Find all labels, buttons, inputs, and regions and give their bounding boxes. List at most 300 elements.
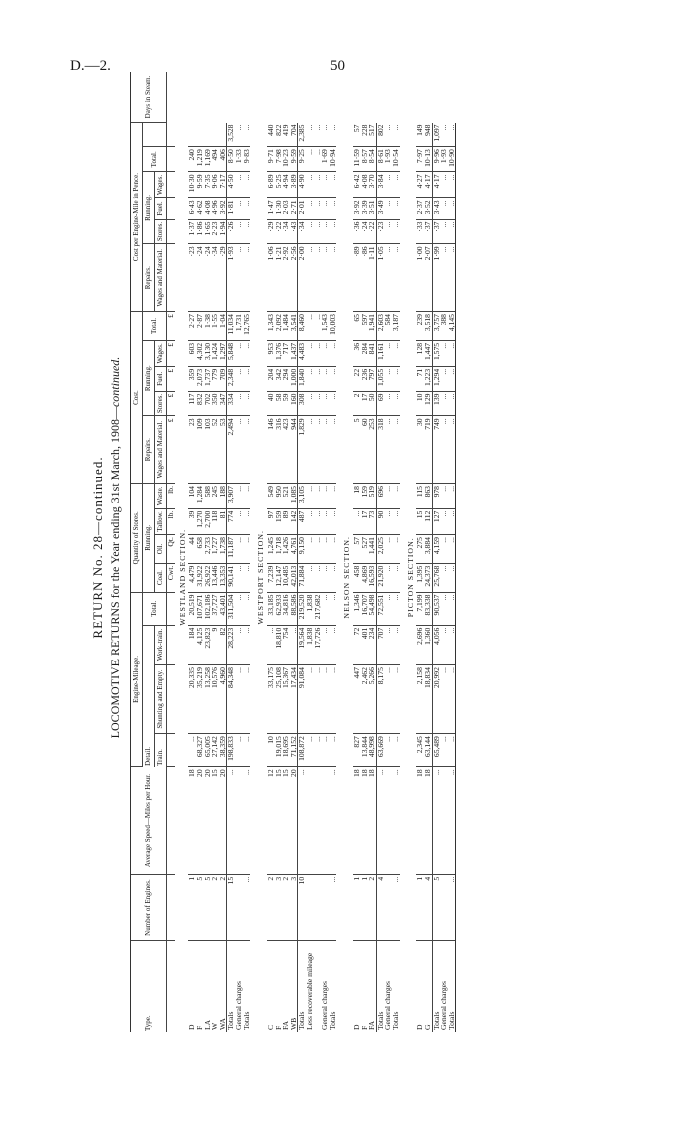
cell: 10·90 xyxy=(448,147,456,172)
cell: 4,479 xyxy=(188,563,196,592)
cell: 1·21 xyxy=(275,244,283,312)
cell: 146 xyxy=(267,416,275,484)
cell: 16,707 xyxy=(361,592,369,625)
locomotive-returns-table xyxy=(130,72,459,1032)
cell: 8·61 xyxy=(376,147,384,172)
cell: 1·99 xyxy=(432,244,440,312)
cell: ... xyxy=(235,665,243,734)
cell: 20,335 xyxy=(188,665,196,734)
unit-cell xyxy=(167,941,175,1032)
cell: ... xyxy=(235,734,243,767)
cell: 1,161 xyxy=(376,340,384,366)
cell: 5 xyxy=(196,874,204,941)
cell: 21,920 xyxy=(376,563,384,592)
cell: 832 xyxy=(196,391,204,416)
cell: 549 xyxy=(267,484,275,509)
cell: ... xyxy=(243,244,251,312)
cell: ... xyxy=(440,391,448,416)
cell: ·22 xyxy=(368,219,376,244)
cell: 5,848 xyxy=(227,340,235,366)
cell: 72,551 xyxy=(376,592,384,625)
cell: 12,765 xyxy=(243,312,251,341)
cell: ... xyxy=(448,391,456,416)
cell: 3·49 xyxy=(376,198,384,219)
cell: ... xyxy=(440,625,448,664)
cell: 236 xyxy=(361,366,369,391)
header-cost-repairs: Repairs. xyxy=(143,416,155,484)
table-row xyxy=(353,72,361,1032)
cell: ... xyxy=(314,244,322,312)
cell: 4·08 xyxy=(204,198,212,219)
cell: ·89 xyxy=(353,244,361,312)
cell: 597 xyxy=(361,312,369,341)
cell: 2,158 xyxy=(416,665,424,734)
cell: 696 xyxy=(376,484,384,509)
cell: 4,960 xyxy=(219,665,227,734)
cell: 658 xyxy=(196,535,204,564)
cell: 204 xyxy=(267,366,275,391)
cell: 4·62 xyxy=(196,198,204,219)
cell: 584 xyxy=(384,312,392,341)
cell: 3,518 xyxy=(424,312,432,341)
cell: ·26 xyxy=(227,219,235,244)
cell: 2·37 xyxy=(416,198,424,219)
cell: 83,338 xyxy=(424,592,432,625)
cell: ... xyxy=(392,416,400,484)
cell: 65 xyxy=(353,312,361,341)
cell: 12 xyxy=(267,767,275,874)
cell: ... xyxy=(321,416,329,484)
cell: 10·13 xyxy=(424,147,432,172)
cell: 4,302 xyxy=(196,340,204,366)
cell xyxy=(204,123,212,147)
row-label: D xyxy=(415,1024,425,1030)
unit-cell: lb. xyxy=(167,508,175,534)
cell: 97 xyxy=(267,508,275,534)
row-label: Totals xyxy=(241,1011,251,1030)
spacer xyxy=(456,123,460,1032)
cell: 10·23 xyxy=(282,147,290,172)
general-charges-row xyxy=(321,72,329,1032)
cell: ... xyxy=(314,665,322,734)
cell: 702 xyxy=(204,391,212,416)
cell: 18 xyxy=(353,484,361,509)
cell: 40 xyxy=(267,391,275,416)
cell: ... xyxy=(243,665,251,734)
cell: 10 xyxy=(267,734,275,767)
cell: 11,187 xyxy=(227,535,235,564)
cell: ... xyxy=(321,366,329,391)
grand-totals-row xyxy=(448,72,456,1032)
cell: 84,348 xyxy=(227,665,235,734)
cell: 704 xyxy=(290,123,298,147)
cell: 1,543 xyxy=(321,312,329,341)
cell: ... xyxy=(243,874,251,941)
cell: 1,245 xyxy=(267,535,275,564)
cell: ... xyxy=(440,198,448,219)
cell: ... xyxy=(448,340,456,366)
cell: 8,460 xyxy=(298,312,306,341)
cell: 423 xyxy=(282,416,290,484)
cell: 1,343 xyxy=(267,312,275,341)
cell: 27,142 xyxy=(211,734,219,767)
cell: 521 xyxy=(282,484,290,509)
return-title: RETURN No. 28—continued. xyxy=(90,456,105,639)
cell: ... xyxy=(392,340,400,366)
cell: 2·87 xyxy=(196,312,204,341)
cell: 50 xyxy=(368,391,376,416)
cell: 65,005 xyxy=(204,734,212,767)
cell: 4·90 xyxy=(298,172,306,198)
cell: ... xyxy=(392,198,400,219)
cell: 2,073 xyxy=(196,366,204,391)
cell: 62,933 xyxy=(275,592,283,625)
header-cost-running: Running. xyxy=(143,340,155,415)
row-label: WA xyxy=(217,1018,227,1030)
cell: 15,367 xyxy=(282,665,290,734)
cell: 4,483 xyxy=(298,340,306,366)
cell: ... xyxy=(440,592,448,625)
row-label: G xyxy=(423,1024,433,1030)
cell: 2,025 xyxy=(376,535,384,564)
cell xyxy=(211,123,219,147)
cell: 717 xyxy=(282,340,290,366)
cell: 827 xyxy=(353,734,361,767)
cell: ... xyxy=(440,172,448,198)
cell: 104 xyxy=(188,484,196,509)
cell: ... xyxy=(384,625,392,664)
cell: 90 xyxy=(376,508,384,534)
cell: 52 xyxy=(211,416,219,484)
cell: 2,345 xyxy=(416,734,424,767)
cell: 1·93 xyxy=(440,147,448,172)
cell: ... xyxy=(329,874,337,941)
cell: 1,219 xyxy=(196,147,204,172)
cell: ... xyxy=(314,508,322,534)
cell: ... xyxy=(243,172,251,198)
cell xyxy=(440,767,448,874)
cell: 517 xyxy=(368,123,376,147)
cell: 1·11 xyxy=(368,244,376,312)
cell: ... xyxy=(314,535,322,564)
cell: 1,360 xyxy=(424,625,432,664)
cell: ... xyxy=(329,767,337,874)
cell: 401 xyxy=(361,625,369,664)
cell: 3·92 xyxy=(353,198,361,219)
cell: 2·01 xyxy=(298,198,306,219)
cell: 1,424 xyxy=(211,340,219,366)
cell: 4·94 xyxy=(282,172,290,198)
cell: ·24 xyxy=(196,244,204,312)
row-label: Totals xyxy=(376,941,384,1032)
cell: ... xyxy=(321,219,329,244)
cell: ... xyxy=(392,391,400,416)
cell: ... xyxy=(321,535,329,564)
cell: 58 xyxy=(275,391,283,416)
cell: ... xyxy=(314,172,322,198)
row-label: Less recoverable mileage xyxy=(304,952,314,1030)
cell: 334 xyxy=(227,391,235,416)
header-pence-running: Running. xyxy=(143,172,155,244)
cell: ... xyxy=(440,366,448,391)
cell: ... xyxy=(448,734,456,767)
cell: 2,700 xyxy=(204,508,212,534)
cell: ... xyxy=(384,198,392,219)
cell: 13,353 xyxy=(219,563,227,592)
cell: ·37 xyxy=(424,219,432,244)
cell: 487 xyxy=(298,508,306,534)
cell: ... xyxy=(384,416,392,484)
cell: ... xyxy=(448,366,456,391)
cell: 68,327 xyxy=(196,734,204,767)
unit-cell: £ xyxy=(167,391,175,416)
cell: ... xyxy=(235,535,243,564)
cell: ... xyxy=(448,172,456,198)
cell xyxy=(235,874,243,941)
cell: 17,726 xyxy=(314,625,322,664)
row-label: Totals xyxy=(227,941,235,1032)
cell: 117 xyxy=(188,391,196,416)
table-row xyxy=(424,72,432,1032)
cell: ·22 xyxy=(275,219,283,244)
cell: 347 xyxy=(219,391,227,416)
cell: ... xyxy=(321,625,329,664)
cell: 6·89 xyxy=(267,172,275,198)
cell: 69 xyxy=(376,391,384,416)
cell: 3,528 xyxy=(227,123,235,147)
cell: 20 xyxy=(290,767,298,874)
cell: ... xyxy=(440,665,448,734)
cell: ... xyxy=(329,340,337,366)
cell xyxy=(188,123,196,147)
page-number: 50 xyxy=(330,58,345,74)
cell: 35,219 xyxy=(196,665,204,734)
cell: 1·33 xyxy=(235,147,243,172)
unit-cell xyxy=(167,147,175,172)
cell: ... xyxy=(306,416,314,484)
cell: ... xyxy=(448,416,456,484)
cell: 33,185 xyxy=(267,592,275,625)
cell: 8·57 xyxy=(361,147,369,172)
cell: 3,187 xyxy=(392,312,400,341)
cell xyxy=(306,767,314,874)
cell: ... xyxy=(298,767,306,874)
header-pence-stores: Stores. xyxy=(155,219,167,244)
cell: ... xyxy=(392,366,400,391)
cell: 1·04 xyxy=(219,312,227,341)
cell: 1,575 xyxy=(432,340,440,366)
cell: 2,462 xyxy=(361,665,369,734)
row-label: F xyxy=(359,1025,369,1030)
cell xyxy=(306,874,314,941)
cell: 15 xyxy=(227,874,235,941)
cell: 1 xyxy=(188,874,196,941)
unit-cell: lb. xyxy=(167,484,175,509)
unit-cell xyxy=(167,219,175,244)
header-days-in-steam: Days in Steam. xyxy=(131,72,167,123)
cell: 2·07 xyxy=(424,244,432,312)
cell: 1,718 xyxy=(275,535,283,564)
cell: 129 xyxy=(424,391,432,416)
cell: 90,537 xyxy=(432,592,440,625)
cell: ... xyxy=(306,123,314,147)
row-label: Totals xyxy=(448,941,456,1032)
cell: 1,346 xyxy=(353,592,361,625)
cell: 71,152 xyxy=(290,734,298,767)
cell: 8·54 xyxy=(368,147,376,172)
cell: ·24 xyxy=(204,244,212,312)
header-tallow: Tallow. xyxy=(155,508,167,534)
cell: 3,130 xyxy=(204,340,212,366)
cell: 406 xyxy=(219,147,227,172)
header-pence-wages: Wages. xyxy=(155,172,167,198)
unit-cell: £ xyxy=(167,416,175,484)
cell: 1 xyxy=(416,874,424,941)
cell: 17 xyxy=(361,508,369,534)
cell: 20,519 xyxy=(188,592,196,625)
cell: 9,150 xyxy=(298,535,306,564)
cell: ... xyxy=(440,416,448,484)
header-train: Train. xyxy=(155,734,167,767)
cell: ·29 xyxy=(219,244,227,312)
cell: 519 xyxy=(368,484,376,509)
cell: 2,348 xyxy=(227,366,235,391)
cell: ... xyxy=(243,123,251,147)
cell: 527 xyxy=(361,535,369,564)
cell: ... xyxy=(329,219,337,244)
cell: ... xyxy=(448,592,456,625)
cell: ... xyxy=(376,767,384,874)
cell: ... xyxy=(306,366,314,391)
cell: 2 xyxy=(368,874,376,941)
cell: 944 xyxy=(290,416,298,484)
cell: ... xyxy=(448,665,456,734)
row-label: F xyxy=(273,1025,283,1030)
cell: ... xyxy=(321,198,329,219)
cell: 1·30 xyxy=(275,198,283,219)
header-oil: Oil. xyxy=(155,535,167,564)
cell: ... xyxy=(306,563,314,592)
cell: 18,695 xyxy=(282,734,290,767)
cell: ... xyxy=(392,484,400,509)
cell: 2 xyxy=(353,391,361,416)
row-label: General charges xyxy=(439,981,449,1030)
cell: ... xyxy=(243,391,251,416)
table-row xyxy=(188,72,196,1032)
cell: ... xyxy=(440,484,448,509)
cell: ·86 xyxy=(361,244,369,312)
cell: 5 xyxy=(432,874,440,941)
cell: ... xyxy=(314,563,322,592)
cell: 102,186 xyxy=(204,592,212,625)
cell: 1 xyxy=(353,874,361,941)
cell: 239 xyxy=(416,312,424,341)
cell: 20,992 xyxy=(432,665,440,734)
cell: 39 xyxy=(188,508,196,534)
cell: ... xyxy=(448,244,456,312)
cell: ... xyxy=(314,123,322,147)
cell: 8,175 xyxy=(376,665,384,734)
cell: 33,175 xyxy=(267,665,275,734)
cell: 53 xyxy=(219,416,227,484)
cell: 3,884 xyxy=(424,535,432,564)
cell: 4·96 xyxy=(211,198,219,219)
cell: 3·92 xyxy=(219,198,227,219)
cell: ... xyxy=(392,625,400,664)
header-pence-total: Total. xyxy=(143,147,167,172)
cell: 342 xyxy=(275,366,283,391)
section-header-row xyxy=(403,72,417,1032)
cell: 245 xyxy=(211,484,219,509)
cell: ... xyxy=(384,366,392,391)
cell: 4·50 xyxy=(227,172,235,198)
cell: 72 xyxy=(353,625,361,664)
cell: ... xyxy=(384,508,392,534)
cell: ... xyxy=(235,563,243,592)
cell: ... xyxy=(329,244,337,312)
row-label: General charges xyxy=(320,981,330,1030)
cell: 2·56 xyxy=(290,244,298,312)
header-quantity-of-stores: Quantity of Stores. xyxy=(131,484,143,593)
cell: 9·25 xyxy=(298,147,306,172)
unit-cell xyxy=(167,198,175,219)
grand-totals-row xyxy=(243,72,251,1032)
cell: 4,869 xyxy=(361,563,369,592)
row-label: FA xyxy=(367,1020,377,1030)
cell xyxy=(314,767,322,874)
cell: ... xyxy=(243,535,251,564)
cell: 950 xyxy=(275,484,283,509)
cell: 7·35 xyxy=(204,172,212,198)
cell: 1,270 xyxy=(196,508,204,534)
cell: ... xyxy=(392,219,400,244)
row-label: General charges xyxy=(233,981,243,1030)
less-totals-row xyxy=(314,72,322,1032)
cell: 1·05 xyxy=(376,244,384,312)
cell: 115 xyxy=(416,484,424,509)
cell: 10 xyxy=(416,391,424,416)
cell: 7·17 xyxy=(219,172,227,198)
cell: ... xyxy=(321,123,329,147)
section-title: WESTPORT SECTION. xyxy=(256,530,266,625)
cell: 359 xyxy=(188,366,196,391)
unit-cell xyxy=(167,625,175,664)
row-label: General charges xyxy=(383,981,393,1030)
cell: 1·65 xyxy=(204,219,212,244)
cell: 3·43 xyxy=(432,198,440,219)
header-stores-running: Running. xyxy=(143,484,155,593)
cell: 73 xyxy=(368,508,376,534)
cell: 774 xyxy=(227,508,235,534)
cell: ... xyxy=(384,665,392,734)
row-label: FA xyxy=(281,1020,291,1030)
cell: ... xyxy=(235,508,243,534)
cell: 1·93 xyxy=(384,147,392,172)
header-mileage-total: Total. xyxy=(143,592,167,625)
cell: 318 xyxy=(376,416,384,484)
cell: ... xyxy=(329,198,337,219)
unit-cell: Cwt. xyxy=(167,563,175,592)
header-cost-fuel: Fuel. xyxy=(155,366,167,391)
cell: ... xyxy=(392,535,400,564)
cell: ... xyxy=(392,123,400,147)
cell: 2,385 xyxy=(298,123,306,147)
cell: 89 xyxy=(282,508,290,534)
cell: ... xyxy=(306,734,314,767)
cell: 3·51 xyxy=(368,198,376,219)
cell: 1,284 xyxy=(196,484,204,509)
cell: 978 xyxy=(432,484,440,509)
